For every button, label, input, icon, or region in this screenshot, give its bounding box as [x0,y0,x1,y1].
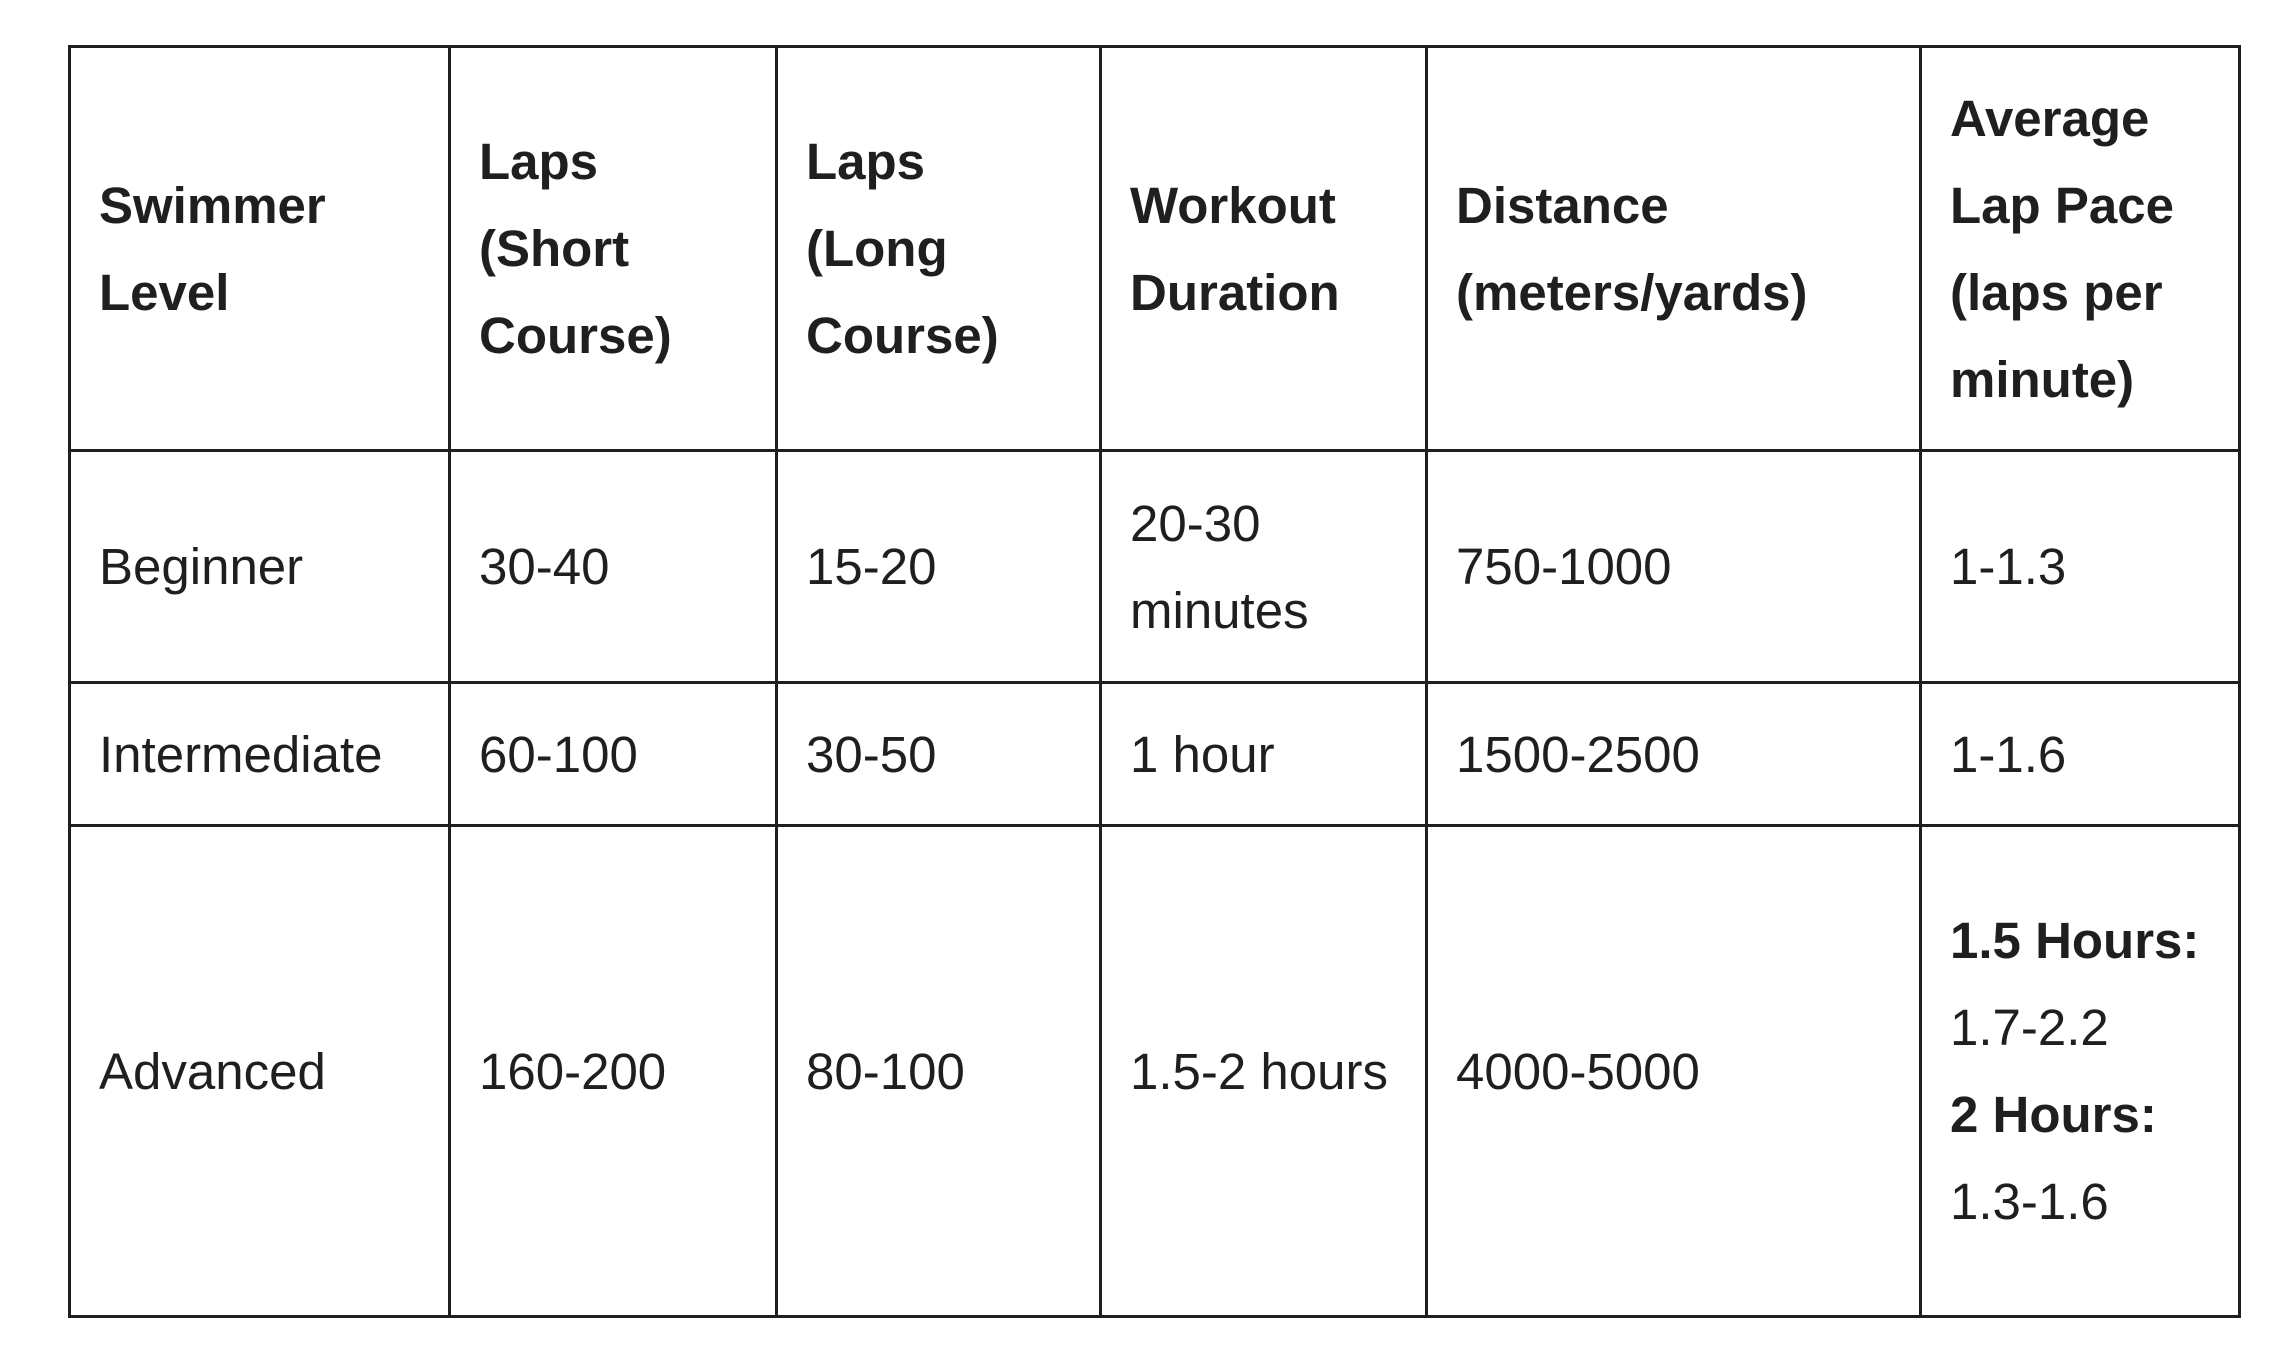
column-header-laps-short-course: Laps (Short Course) [450,47,777,451]
cell-distance: 750-1000 [1427,451,1921,683]
pace-label-1-5-hours: 1.5 Hours: [1950,912,2200,969]
cell-swimmer-level: Beginner [70,451,450,683]
table-row-advanced [70,826,2240,1317]
column-header-average-lap-pace: Average Lap Pace (laps per minute) [1921,47,2240,451]
cell-average-lap-pace: 1-1.3 [1921,451,2240,683]
pace-label-2-hours: 2 Hours: [1950,1086,2157,1143]
cell-laps-long-course: 15-20 [777,451,1101,683]
cell-swimmer-level: Advanced [70,826,450,1317]
pace-value-2-hours: 1.3-1.6 [1950,1173,2109,1230]
column-header-laps-long-course: Laps (Long Course) [777,47,1101,451]
cell-swimmer-level: Intermediate [70,683,450,826]
cell-laps-long-course: 30-50 [777,683,1101,826]
cell-workout-duration: 20-30 minutes [1101,451,1427,683]
cell-laps-long-course: 80-100 [777,826,1101,1317]
swim-workout-table [68,45,2241,1318]
cell-average-lap-pace [1921,826,2240,1317]
table-row-beginner [70,451,2240,683]
cell-laps-short-course: 60-100 [450,683,777,826]
pace-value-1-5-hours: 1.7-2.2 [1950,999,2109,1056]
cell-distance: 1500-2500 [1427,683,1921,826]
table-header-row [70,47,2240,451]
cell-workout-duration: 1 hour [1101,683,1427,826]
cell-distance: 4000-5000 [1427,826,1921,1317]
column-header-distance: Distance (meters/yards) [1427,47,1921,451]
cell-laps-short-course: 160-200 [450,826,777,1317]
table-row-intermediate [70,683,2240,826]
cell-laps-short-course: 30-40 [450,451,777,683]
column-header-workout-duration: Workout Duration [1101,47,1427,451]
column-header-swimmer-level: Swimmer Level [70,47,450,451]
cell-workout-duration: 1.5-2 hours [1101,826,1427,1317]
cell-average-lap-pace: 1-1.6 [1921,683,2240,826]
